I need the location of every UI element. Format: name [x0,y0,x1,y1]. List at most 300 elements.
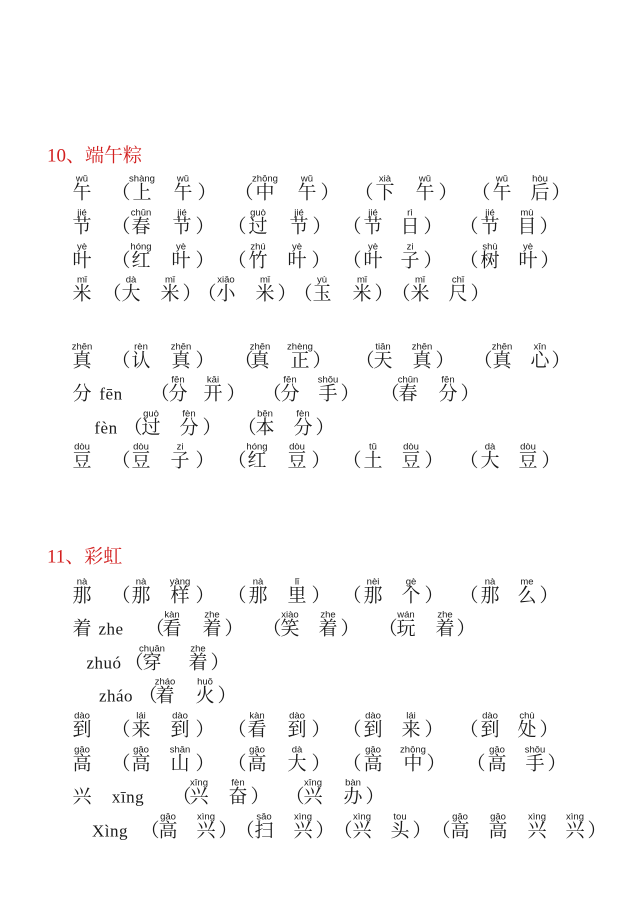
close-paren: ） [195,349,215,372]
hanzi-char: 节 [172,215,192,238]
hanzi-char: 办 [343,785,363,808]
hanzi-char: 过 [248,215,268,238]
open-paren: （ [459,215,479,238]
close-paren: ） [312,349,332,372]
open-paren: （ [380,382,400,405]
hanzi-char: 高 [488,819,508,842]
close-paren: ） [312,215,332,238]
hanzi-char: 高 [131,752,151,775]
pinyin-label: fèn [296,408,310,420]
hanzi-char: 午 [72,181,92,204]
hanzi-char: 午 [173,181,193,204]
pinyin-label: zhēn [71,341,93,353]
pinyin-label: zhēn [170,341,192,353]
open-paren: （ [459,718,479,741]
close-paren: ） [202,416,222,439]
hanzi-char: 高 [247,752,267,775]
hanzi-char: 来 [131,718,151,741]
pinyin-label: zhe [204,609,220,621]
open-paren: （ [235,819,255,842]
open-paren: （ [473,349,493,372]
hanzi-char: 红 [131,249,151,272]
pinyin-label: zhēn [411,341,433,353]
pinyin-label: wǔ [300,173,314,185]
hanzi-char: 扫 [254,819,274,842]
pinyin-label: gāo [489,744,505,756]
hanzi-char: 手 [525,752,545,775]
pinyin-label: hóng [130,241,152,253]
hanzi-char: 手 [318,382,338,405]
pinyin-label: xiǎo [217,274,235,286]
hanzi-char: 火 [195,684,215,707]
hanzi-char: 笑 [280,617,300,640]
pinyin-label: sǎo [256,811,272,823]
pinyin-label: zhēn [249,341,271,353]
hanzi-char: 豆 [72,449,92,472]
open-paren: （ [145,617,165,640]
pinyin-label: shù [482,241,498,253]
close-paren: ） [218,819,238,842]
hanzi-char: 山 [170,752,190,775]
hanzi-char: 兴 [352,819,372,842]
open-paren: （ [237,416,257,439]
pinyin-label: jié [77,207,87,219]
pinyin-label: yè [76,241,88,253]
close-paren: ） [315,416,335,439]
hanzi-char: 子 [170,449,190,472]
hanzi-char: 中 [255,181,275,204]
open-paren: （ [102,282,122,305]
open-paren: （ [111,349,131,372]
close-paren: ） [210,651,230,674]
hanzi-char: 本 [255,416,275,439]
pinyin-label: kāi [206,374,220,386]
hanzi-char: 豆 [518,449,538,472]
pinyin-label: fèn [231,777,245,789]
pinyin-label: nà [76,576,88,588]
hanzi-char: 心 [530,349,550,372]
hanzi-char: 那 [72,584,92,607]
hanzi-char: 节 [363,215,383,238]
close-paren: ） [195,215,215,238]
pinyin-label: zhe [437,609,453,621]
pinyin-label: hóng [246,441,268,453]
close-paren: ） [277,282,297,305]
close-paren: ） [547,752,567,775]
hanzi-char: 玩 [396,617,416,640]
inline-pinyin: zháo [98,686,134,706]
hanzi-char: 尺 [448,282,468,305]
open-paren: （ [111,215,131,238]
hanzi-char: 真 [171,349,191,372]
pinyin-label: mǐ [414,274,426,286]
hanzi-char: 春 [131,215,151,238]
pinyin-label: fèn [182,408,196,420]
pinyin-label: zhōng [252,173,278,185]
pinyin-label: dà [484,441,496,453]
hanzi-char: 上 [132,181,152,204]
hanzi-char: 着 [155,684,175,707]
inline-pinyin: zhe [98,619,124,639]
close-paren: ） [182,282,202,305]
hanzi-char: 样 [170,584,190,607]
hanzi-char: 玉 [312,282,332,305]
pinyin-label: shān [169,744,191,756]
close-paren: ） [195,718,215,741]
open-paren: （ [111,752,131,775]
pinyin-label: kàn [249,710,265,722]
hanzi-char: 真 [492,349,512,372]
pinyin-label: dào [172,710,188,722]
pinyin-label: zhōng [400,744,426,756]
pinyin-label: mǐ [356,274,368,286]
close-paren: ） [217,684,237,707]
open-paren: （ [111,181,131,204]
pinyin-label: zháo [154,676,176,688]
pinyin-label: dòu [133,441,149,453]
open-paren: （ [378,617,398,640]
hanzi-char: 真 [72,349,92,372]
hanzi-char: 到 [480,718,500,741]
pinyin-label: chǐ [451,274,465,286]
hanzi-char: 个 [401,584,421,607]
pinyin-label: dòu [520,441,536,453]
pinyin-label: gāo [490,811,506,823]
close-paren: ） [438,181,458,204]
hanzi-char: 处 [517,718,537,741]
hanzi-char: 着 [188,651,208,674]
pinyin-label: xìng [197,811,215,823]
pinyin-label: nèi [366,576,380,588]
close-paren: ） [311,584,331,607]
hanzi-char: 目 [517,215,537,238]
hanzi-char: 开 [203,382,223,405]
pinyin-label: dòu [289,441,305,453]
hanzi-char: 着 [72,617,92,640]
section-title: 10、端午粽 [47,145,143,167]
open-paren: （ [140,819,160,842]
pinyin-label: shǒu [317,374,339,386]
open-paren: （ [227,718,247,741]
close-paren: ） [539,718,559,741]
pinyin-label: xīn [533,341,547,353]
inline-pinyin: fèn [94,418,118,438]
pinyin-label: dà [291,744,303,756]
pinyin-label: wǔ [75,173,89,185]
close-paren: ） [424,584,444,607]
open-paren: （ [342,752,362,775]
pinyin-label: zhú [250,241,266,253]
hanzi-char: 春 [398,382,418,405]
hanzi-char: 红 [247,449,267,472]
close-paren: ） [456,617,476,640]
open-paren: （ [227,449,247,472]
hanzi-char: 土 [363,449,383,472]
pinyin-label: wǔ [495,173,509,185]
hanzi-char: 里 [287,584,307,607]
open-paren: （ [150,382,170,405]
pinyin-label: yù [316,274,328,286]
hanzi-char: 分 [293,416,313,439]
pinyin-label: me [520,576,534,588]
close-paren: ） [587,819,607,842]
pinyin-label: jié [368,207,378,219]
pinyin-label: gāo [160,811,176,823]
close-paren: ） [424,449,444,472]
close-paren: ） [541,449,561,472]
close-paren: ） [470,282,490,305]
pinyin-label: gāo [74,744,90,756]
pinyin-label: běn [257,408,273,420]
pinyin-label: jié [485,207,495,219]
open-paren: （ [342,449,362,472]
open-paren: （ [293,282,313,305]
hanzi-char: 那 [363,584,383,607]
hanzi-char: 兴 [189,785,209,808]
pinyin-label: fēn [441,374,455,386]
pinyin-label: zi [406,241,414,253]
pinyin-label: gāo [249,744,265,756]
close-paren: ） [320,181,340,204]
hanzi-char: 真 [250,349,270,372]
close-paren: ） [311,249,331,272]
hanzi-char: 米 [255,282,275,305]
open-paren: （ [333,819,353,842]
open-paren: （ [111,584,131,607]
pinyin-label: chuān [139,643,165,655]
hanzi-char: 看 [162,617,182,640]
open-paren: （ [234,181,254,204]
pinyin-label: mù [520,207,534,219]
pinyin-label: yè [291,241,303,253]
hanzi-char: 那 [248,584,268,607]
pinyin-label: chūn [130,207,152,219]
hanzi-char: 叶 [171,249,191,272]
close-paren: ） [374,282,394,305]
pinyin-label: kàn [164,609,180,621]
hanzi-char: 分 [72,382,92,405]
hanzi-char: 奋 [228,785,248,808]
pinyin-label: hòu [532,173,548,185]
pinyin-label: yè [522,241,534,253]
hanzi-char: 午 [415,181,435,204]
open-paren: （ [124,651,144,674]
inline-pinyin: fēn [99,384,123,404]
pinyin-label: xiào [281,609,299,621]
open-paren: （ [342,584,362,607]
hanzi-char: 分 [168,382,188,405]
pinyin-label: zhèng [287,341,313,353]
hanzi-char: 穿 [142,651,162,674]
pinyin-label: nà [252,576,264,588]
close-paren: ） [311,718,331,741]
hanzi-char: 着 [318,617,338,640]
pinyin-label: dào [365,710,381,722]
hanzi-char: 节 [289,215,309,238]
hanzi-char: 节 [480,215,500,238]
hanzi-char: 高 [363,752,383,775]
hanzi-char: 豆 [287,449,307,472]
hanzi-char: 着 [435,617,455,640]
pinyin-label: shǒu [524,744,546,756]
pinyin-label: zhēn [491,341,513,353]
hanzi-char: 那 [480,584,500,607]
hanzi-char: 兴 [565,819,585,842]
open-paren: （ [111,249,131,272]
hanzi-char: 午 [492,181,512,204]
pinyin-label: gāo [133,744,149,756]
pinyin-label: mǐ [164,274,176,286]
hanzi-char: 头 [390,819,410,842]
hanzi-char: 竹 [248,249,268,272]
pinyin-label: nà [135,576,147,588]
hanzi-char: 么 [517,584,537,607]
pinyin-label: zi [176,441,184,453]
pinyin-label: dào [74,710,90,722]
open-paren: （ [342,718,362,741]
close-paren: ） [195,449,215,472]
hanzi-char: 树 [480,249,500,272]
close-paren: ） [197,181,217,204]
open-paren: （ [466,752,486,775]
hanzi-char: 大 [121,282,141,305]
hanzi-char: 高 [72,752,92,775]
pinyin-label: yè [175,241,187,253]
close-paren: ） [539,584,559,607]
inline-pinyin: Xìng [92,821,128,841]
close-paren: ） [340,382,360,405]
pinyin-label: xìng [294,811,312,823]
pinyin-label: nà [484,576,496,588]
pinyin-label: xīng [190,777,208,789]
open-paren: （ [197,282,217,305]
hanzi-char: 大 [287,752,307,775]
hanzi-char: 到 [287,718,307,741]
hanzi-char: 小 [216,282,236,305]
close-paren: ） [311,752,331,775]
open-paren: （ [342,249,362,272]
pinyin-label: guò [143,408,159,420]
pinyin-label: xìng [528,811,546,823]
hanzi-char: 天 [373,349,393,372]
close-paren: ） [311,449,331,472]
hanzi-char: 到 [170,718,190,741]
hanzi-char: 高 [487,752,507,775]
pinyin-label: gāo [365,744,381,756]
pinyin-label: dòu [403,441,419,453]
pinyin-label: tiān [375,341,391,353]
pinyin-label: chù [519,710,535,722]
pinyin-label: huǒ [197,676,213,688]
pinyin-label: chūn [397,374,419,386]
hanzi-char: 那 [131,584,151,607]
pinyin-label: lǐ [294,576,300,588]
close-paren: ） [551,349,571,372]
pinyin-label: wǔ [418,173,432,185]
hanzi-char: 兴 [527,819,547,842]
open-paren: （ [431,819,451,842]
hanzi-char: 日 [400,215,420,238]
close-paren: ） [426,752,446,775]
close-paren: ） [540,249,560,272]
hanzi-char: 认 [131,349,151,372]
hanzi-char: 高 [158,819,178,842]
hanzi-char: 叶 [287,249,307,272]
close-paren: ） [195,584,215,607]
hanzi-char: 到 [72,718,92,741]
hanzi-char: 节 [72,215,92,238]
pinyin-label: wán [397,609,415,621]
hanzi-char: 过 [141,416,161,439]
pinyin-label: fēn [283,374,297,386]
hanzi-char: 米 [410,282,430,305]
section-title: 11、彩虹 [47,546,123,568]
hanzi-char: 米 [352,282,372,305]
hanzi-char: 分 [280,382,300,405]
close-paren: ） [412,819,432,842]
close-paren: ） [424,718,444,741]
pinyin-label: lái [136,710,146,722]
open-paren: （ [471,181,491,204]
open-paren: （ [285,785,305,808]
pinyin-label: jié [294,207,304,219]
hanzi-char: 兴 [303,785,323,808]
hanzi-char: 米 [160,282,180,305]
open-paren: （ [234,349,254,372]
close-paren: ） [539,215,559,238]
open-paren: （ [111,449,131,472]
pinyin-label: xià [378,173,392,185]
pinyin-label: zhe [320,609,336,621]
pinyin-label: tou [393,811,407,823]
pinyin-label: xìng [566,811,584,823]
pinyin-label: dào [482,710,498,722]
pinyin-label: wǔ [176,173,190,185]
pinyin-label: mǐ [76,274,88,286]
hanzi-char: 中 [403,752,423,775]
hanzi-char: 到 [363,718,383,741]
pinyin-label: shàng [129,173,155,185]
open-paren: （ [123,416,143,439]
hanzi-char: 着 [202,617,222,640]
close-paren: ） [435,349,455,372]
open-paren: （ [262,382,282,405]
close-paren: ） [250,785,270,808]
hanzi-char: 后 [530,181,550,204]
pinyin-label: tǔ [369,441,377,453]
open-paren: （ [459,584,479,607]
hanzi-char: 高 [450,819,470,842]
pinyin-label: xīng [304,777,322,789]
close-paren: ） [460,382,480,405]
close-paren: ） [551,181,571,204]
pinyin-label: mǐ [259,274,271,286]
hanzi-char: 兴 [196,819,216,842]
hanzi-char: 叶 [72,249,92,272]
pinyin-label: rèn [134,341,148,353]
close-paren: ） [423,215,443,238]
open-paren: （ [227,215,247,238]
hanzi-char: 午 [297,181,317,204]
hanzi-char: 兴 [293,819,313,842]
open-paren: （ [111,718,131,741]
hanzi-char: 豆 [131,449,151,472]
pinyin-label: lái [406,710,416,722]
hanzi-char: 叶 [518,249,538,272]
close-paren: ） [195,249,215,272]
hanzi-char: 下 [375,181,395,204]
hanzi-char: 叶 [363,249,383,272]
